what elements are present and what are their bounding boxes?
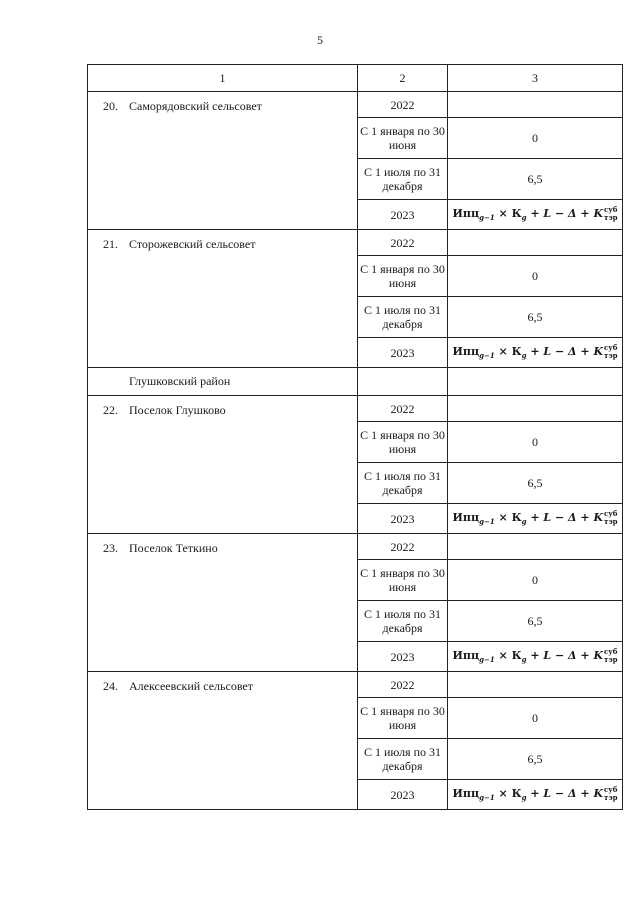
municipality-name: Алексеевский сельсовет — [129, 679, 253, 693]
formula-times: × — [494, 787, 512, 801]
period-cell: С 1 января по 30 июня — [358, 422, 448, 463]
table-header-row — [88, 65, 623, 92]
period-cell: 2022 — [358, 672, 448, 698]
formula-kk-sub: тэр — [604, 213, 618, 223]
formula-k-sub: g — [521, 351, 527, 361]
formula-kk: K — [593, 207, 603, 221]
period-cell: С 1 июля по 31 декабря — [358, 159, 448, 200]
municipality-name: Поселок Глушково — [129, 403, 226, 417]
value-cell: 6,5 — [448, 601, 623, 642]
formula-base: Ипц — [452, 511, 480, 525]
value-cell: 0 — [448, 422, 623, 463]
formula-times: × — [494, 345, 512, 359]
district-row — [88, 368, 623, 396]
formula — [452, 205, 618, 223]
formula-kk-index — [604, 344, 618, 360]
municipality-cell — [88, 230, 358, 368]
formula-k: К — [511, 345, 522, 359]
table-row — [88, 230, 623, 256]
formula-k: К — [511, 207, 522, 221]
formula-k-sub: g — [521, 213, 527, 223]
period-cell: С 1 января по 30 июня — [358, 560, 448, 601]
formula-kk-sub: тэр — [604, 517, 618, 527]
value-cell: 0 — [448, 560, 623, 601]
municipality-name: Сторожевский сельсовет — [129, 237, 256, 251]
period-cell: С 1 января по 30 июня — [358, 256, 448, 297]
value-cell: 0 — [448, 256, 623, 297]
formula-kk-sub: тэр — [604, 655, 618, 665]
formula-rest: + L − Δ + — [526, 649, 594, 663]
formula-kk-index — [604, 510, 618, 526]
tariff-table — [87, 64, 623, 810]
value-cell — [448, 672, 623, 698]
period-cell: 2023 — [358, 780, 448, 810]
formula-k: К — [511, 649, 522, 663]
formula — [452, 509, 618, 527]
formula-kk: K — [593, 787, 603, 801]
formula-kk-index — [604, 786, 618, 802]
value-cell: 0 — [448, 698, 623, 739]
formula-base-sub: g−1 — [479, 351, 495, 361]
formula-kk-sub: тэр — [604, 793, 618, 803]
formula — [452, 343, 618, 361]
period-cell: 2023 — [358, 504, 448, 534]
formula-base-sub: g−1 — [479, 793, 495, 803]
formula-kk: K — [593, 511, 603, 525]
value-cell — [448, 396, 623, 422]
formula-k-sub: g — [521, 655, 527, 665]
municipality-name: Саморядовский сельсовет — [129, 99, 262, 113]
formula-kk-index — [604, 648, 618, 664]
formula-times: × — [494, 649, 512, 663]
formula-kk: K — [593, 649, 603, 663]
table-row — [88, 534, 623, 560]
municipality-number: 23. — [103, 541, 118, 555]
period-cell: С 1 июля по 31 декабря — [358, 601, 448, 642]
value-cell — [448, 780, 623, 810]
value-cell — [448, 230, 623, 256]
formula-base: Ипц — [452, 649, 480, 663]
page-number: 5 — [317, 33, 323, 47]
period-cell: 2023 — [358, 200, 448, 230]
period-cell: 2022 — [358, 534, 448, 560]
formula-kk-sup: суб — [604, 205, 618, 215]
value-cell — [448, 642, 623, 672]
value-cell: 6,5 — [448, 159, 623, 200]
column-header-1: 1 — [88, 65, 358, 92]
formula-rest: + L − Δ + — [526, 787, 594, 801]
formula-rest: + L − Δ + — [526, 345, 594, 359]
value-cell — [448, 200, 623, 230]
formula-kk: K — [593, 345, 603, 359]
municipality-number: 21. — [103, 237, 118, 251]
formula-kk-sup: суб — [604, 785, 618, 795]
municipality-number: 20. — [103, 99, 118, 113]
value-cell: 6,5 — [448, 297, 623, 338]
formula-kk-sub: тэр — [604, 351, 618, 361]
period-cell: С 1 января по 30 июня — [358, 118, 448, 159]
municipality-cell — [88, 396, 358, 534]
formula-kk-index — [604, 206, 618, 222]
period-cell: 2022 — [358, 396, 448, 422]
table-row — [88, 92, 623, 118]
formula-times: × — [494, 511, 512, 525]
formula-base-sub: g−1 — [479, 517, 495, 527]
table-row — [88, 396, 623, 422]
value-cell — [448, 338, 623, 368]
formula-times: × — [494, 207, 512, 221]
period-cell: С 1 июля по 31 декабря — [358, 739, 448, 780]
district-name: Глушковский район — [88, 368, 358, 396]
period-cell: 2023 — [358, 338, 448, 368]
formula-k: К — [511, 511, 522, 525]
district-period-cell — [358, 368, 448, 396]
municipality-cell — [88, 92, 358, 230]
municipality-cell — [88, 534, 358, 672]
district-value-cell — [448, 368, 623, 396]
formula-k-sub: g — [521, 793, 527, 803]
formula-base: Ипц — [452, 787, 480, 801]
formula-base-sub: g−1 — [479, 655, 495, 665]
formula-kk-sup: суб — [604, 647, 618, 657]
formula — [452, 647, 618, 665]
municipality-cell — [88, 672, 358, 810]
period-cell: 2023 — [358, 642, 448, 672]
period-cell: С 1 июля по 31 декабря — [358, 463, 448, 504]
value-cell — [448, 504, 623, 534]
value-cell: 0 — [448, 118, 623, 159]
municipality-number: 22. — [103, 403, 118, 417]
column-header-3: 3 — [448, 65, 623, 92]
formula-base-sub: g−1 — [479, 213, 495, 223]
formula — [452, 785, 618, 803]
value-cell: 6,5 — [448, 739, 623, 780]
period-cell: С 1 января по 30 июня — [358, 698, 448, 739]
table-row — [88, 672, 623, 698]
formula-k-sub: g — [521, 517, 527, 527]
formula-k: К — [511, 787, 522, 801]
formula-base: Ипц — [452, 207, 480, 221]
formula-kk-sup: суб — [604, 509, 618, 519]
formula-rest: + L − Δ + — [526, 511, 594, 525]
value-cell — [448, 534, 623, 560]
value-cell: 6,5 — [448, 463, 623, 504]
formula-base: Ипц — [452, 345, 480, 359]
municipality-name: Поселок Теткино — [129, 541, 218, 555]
period-cell: 2022 — [358, 230, 448, 256]
period-cell: 2022 — [358, 92, 448, 118]
municipality-number: 24. — [103, 679, 118, 693]
period-cell: С 1 июля по 31 декабря — [358, 297, 448, 338]
formula-kk-sup: суб — [604, 343, 618, 353]
formula-rest: + L − Δ + — [526, 207, 594, 221]
value-cell — [448, 92, 623, 118]
column-header-2: 2 — [358, 65, 448, 92]
